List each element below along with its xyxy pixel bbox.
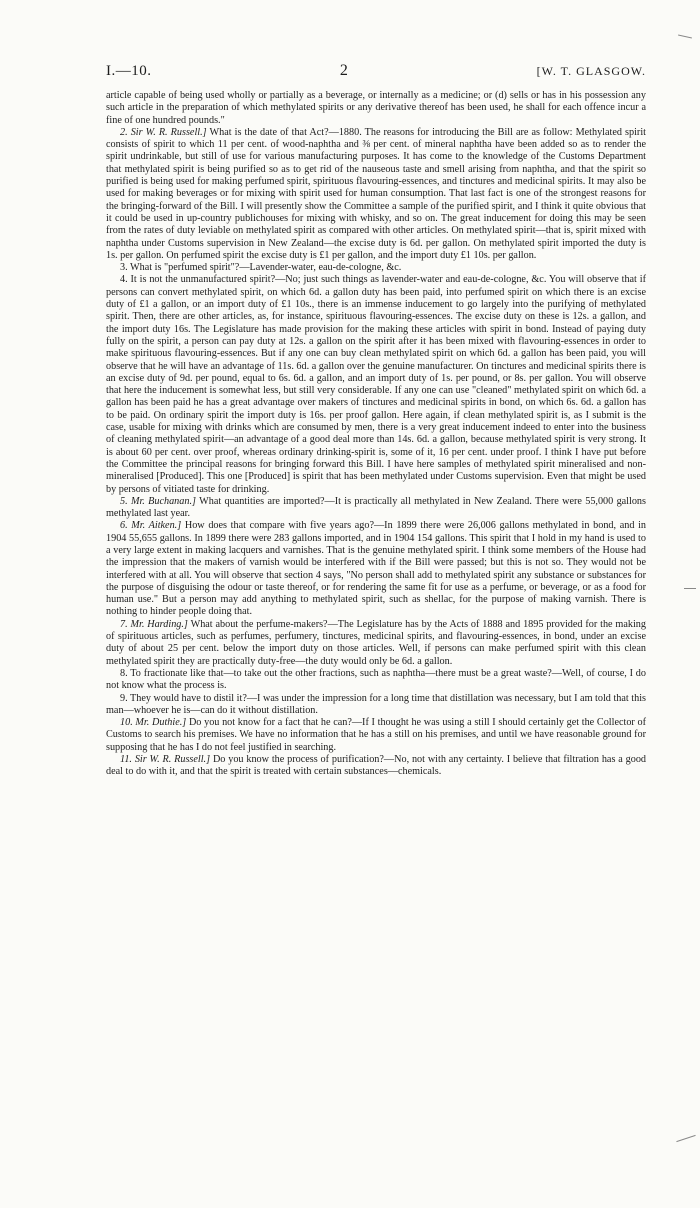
witness-name: [W. T. GLASGOW. (536, 64, 646, 78)
paragraph (106, 717, 646, 754)
paragraph-text: 3. What is "perfumed spirit"?—Lavender-water, eau-de-cologne, &c. (120, 262, 402, 274)
scan-mark (676, 1135, 695, 1142)
speaker: 10. Mr. Duthie.] (120, 717, 187, 729)
page-number: 2 (339, 62, 349, 79)
paragraph (106, 127, 646, 262)
scan-mark (684, 588, 696, 589)
speaker: 2. Sir W. R. Russell.] (120, 126, 207, 138)
paragraph (106, 619, 646, 668)
running-header (106, 62, 646, 80)
paragraph-text: article capable of being used wholly or partially as a beverage, or internally as a medicine; or (d) sells or has in his possession any such article in the preparation of which methylated spirits or any derivative thereof has been used, he shall for each offence incur a fine of one hundred pounds." (106, 90, 646, 126)
paragraph (106, 668, 646, 693)
paragraph-text: What about the perfume-makers?—The Legislature has by the Acts of 1888 and 1895 provided for the making of spirituous articles, such as perfumes, perfumery, tinctures, medicinal spirits, and flavouring-essences, in bond, under an excise duty of about 25 per cent. below the import duty on those articles. Well, if persons can make perfumed spirit with this clean methylated spirit they are practically duty-free—the duty would only be 6d. a gallon. (106, 618, 646, 667)
paragraph-text: 4. It is not the unmanufactured spirit?—No; just such things as lavender-water and eau-de-cologne, &c. You will observe that if persons can convert methylated spirit, on which 6d. a gallon duty has been paid, into perfumed spirit on which there is an excise duty of £1 a gallon, or an import duty of £1 10s., there is an immense inducement to go largely into the purifying of methylated spirit. Then, there are other articles, as, for instance, spirituous flavouring-essences. The excise duty on these is 12s. a gallon, and the import duty 16s. The Legislature has made provision for the making these articles with spirit in bond. Instead of paying duty fully on the spirit, a person can pay duty at 12s. a gallon on the spirit after it has been mixed with flavouring-essences in order to make spirituous flavouring-essences. But if any one can buy clean methylated spirit on which 6d. a gallon has been paid, you will observe that he will have an advantage of 11s. 6d. a gallon over the genuine manufacturer. On tinctures and medicinal spirits there is an excise duty of 9d. per pound, equal to 6s. 6d. a gallon, and an import duty of 1s. per pound, or 8s. per gallon. You will observe that here the inducement is somewhat less, but still very considerable. If any one can use "cleaned" methylated spirit on which 6d. a gallon has been paid he has a great advantage over makers of tinctures and medicinal spirits in bond, on which 6s. 6d. a gallon has to be paid. On ordinary spirit the import duty is 16s. per proof gallon. Here again, if clean methylated spirit is, as I submit is the case, usable for mixing with drinks which are consumed by men, there is a very great inducement indeed to enter into the business of cleaning methylated spirit—an advantage of a good deal more than 14s. 6d. a gallon, because methylated spirit is very strong. It is about 60 per cent. over proof, whereas ordinary drinking-spirit is, some of it, 16 per cent. under proof. I think I have put before the Committee the principal reasons for bringing forward this Bill. I have here samples of methylated spirit mineralised and non-mineralised [Produced]. This one [Produced] is spirit that has been methylated under Customs supervision. Even that might be used by persons of vitiated taste for drinking. (106, 274, 646, 495)
paragraph-text: How does that compare with five years ago?—In 1899 there were 26,006 gallons methylated in bond, and in 1904 55,655 gallons. In 1899 there were 283 gallons imported, and in 1904 154 gallons. This spirit that I hold in my hand is used to a very large extent in making lacquers and varnishes. That is the genuine methylated spirit. I think some members of the House had the impression that the makers of varnish would be interfered with if the Bill were passed; but this is not so. They would not be interfered with at all. You will observe that section 4 says, "No person shall add to methylated spirit any substance or substances for the purpose of disguising the odour or taste thereof, or for rendering the same fit for use as a perfume, or beverage, or as a food for human use." But a person may add anything to methylated spirit, such as shellac, for the purpose of making varnish. There is nothing to hinder people doing that. (106, 520, 647, 618)
paragraph-text: What is the date of that Act?—1880. The reasons for introducing the Bill are as follow: Methylated spirit consists of spirit to which 11 per cent. of wood-naphtha and ⅜ per cent. of mineral naphtha have been added so as to render the spirit undrinkable, but still of use for various manufacturing purposes. It has come to the knowledge of the Customs Department that methylated spirit is being purified so as to get rid of the nauseous taste and smell arising from naphtha, and that the spirit so purified is being used for making perfumed spirit, spirituous flavouring-essences, and tinctures and medicinal spirits. It may also be used for making beverages or for mixing with spirit used for human consumption. That last fact is one of the strongest reasons for the bringing-forward of the Bill. I will presently show the Committee a sample of the purified spirit, and I think it quite obvious that it could be used in up-country publichouses for mixing with whisky, and so on. The great inducement for doing this may be seen from the rates of duty leviable on methylated spirit as compared with other articles. On methylated spirit—that is, spirit mixed with naphtha under Customs supervision in New Zealand—the excise duty is 6d. per gallon. On methylated spirit imported the duty is 1s. per gallon. On perfumed spirit the excise duty is £1 per gallon, and the import duty £1 10s. per gallon. (106, 126, 646, 261)
document-code: I.—10. (106, 63, 152, 79)
paragraph-text: Do you know the process of purification?—No, not with any certainty. I believe that filtration has a good deal to do with it, and that the spirit is treated with certain substances—chemicals. (106, 754, 647, 778)
speaker: 11. Sir W. R. Russell.] (120, 754, 211, 766)
paragraph-text: Do you not know for a fact that he can?—If I thought he was using a still I should certainly get the Collector of Customs to search his premises. We have no information that he has a still on his premises, and until we have reasonable ground for supposing that he has I do not feel justified in searching. (106, 717, 646, 753)
document-body (106, 90, 646, 779)
paragraph (106, 754, 646, 779)
document-page (106, 62, 646, 779)
speaker: 7. Mr. Harding.] (120, 618, 188, 630)
speaker: 5. Mr. Buchanan.] (120, 495, 196, 507)
paragraph (106, 520, 646, 618)
paragraph (106, 274, 646, 495)
scan-mark (678, 35, 692, 39)
paragraph (106, 496, 646, 521)
paragraph-text: What quantities are imported?—It is practically all methylated in New Zealand. There were 55,000 gallons methylated last year. (106, 495, 646, 520)
paragraph (106, 90, 646, 127)
paragraph-text: 9. They would have to distil it?—I was under the impression for a long time that distillation was necessary, but I am told that this man—whoever he is—can do it without distillation. (106, 692, 646, 716)
paragraph (106, 262, 646, 274)
paragraph-text: 8. To fractionate like that—to take out the other fractions, such as naphtha—there must be a great waste?—Well, of course, I do not know what the process is. (106, 667, 646, 692)
paragraph (106, 693, 646, 718)
speaker: 6. Mr. Aitken.] (120, 520, 182, 532)
